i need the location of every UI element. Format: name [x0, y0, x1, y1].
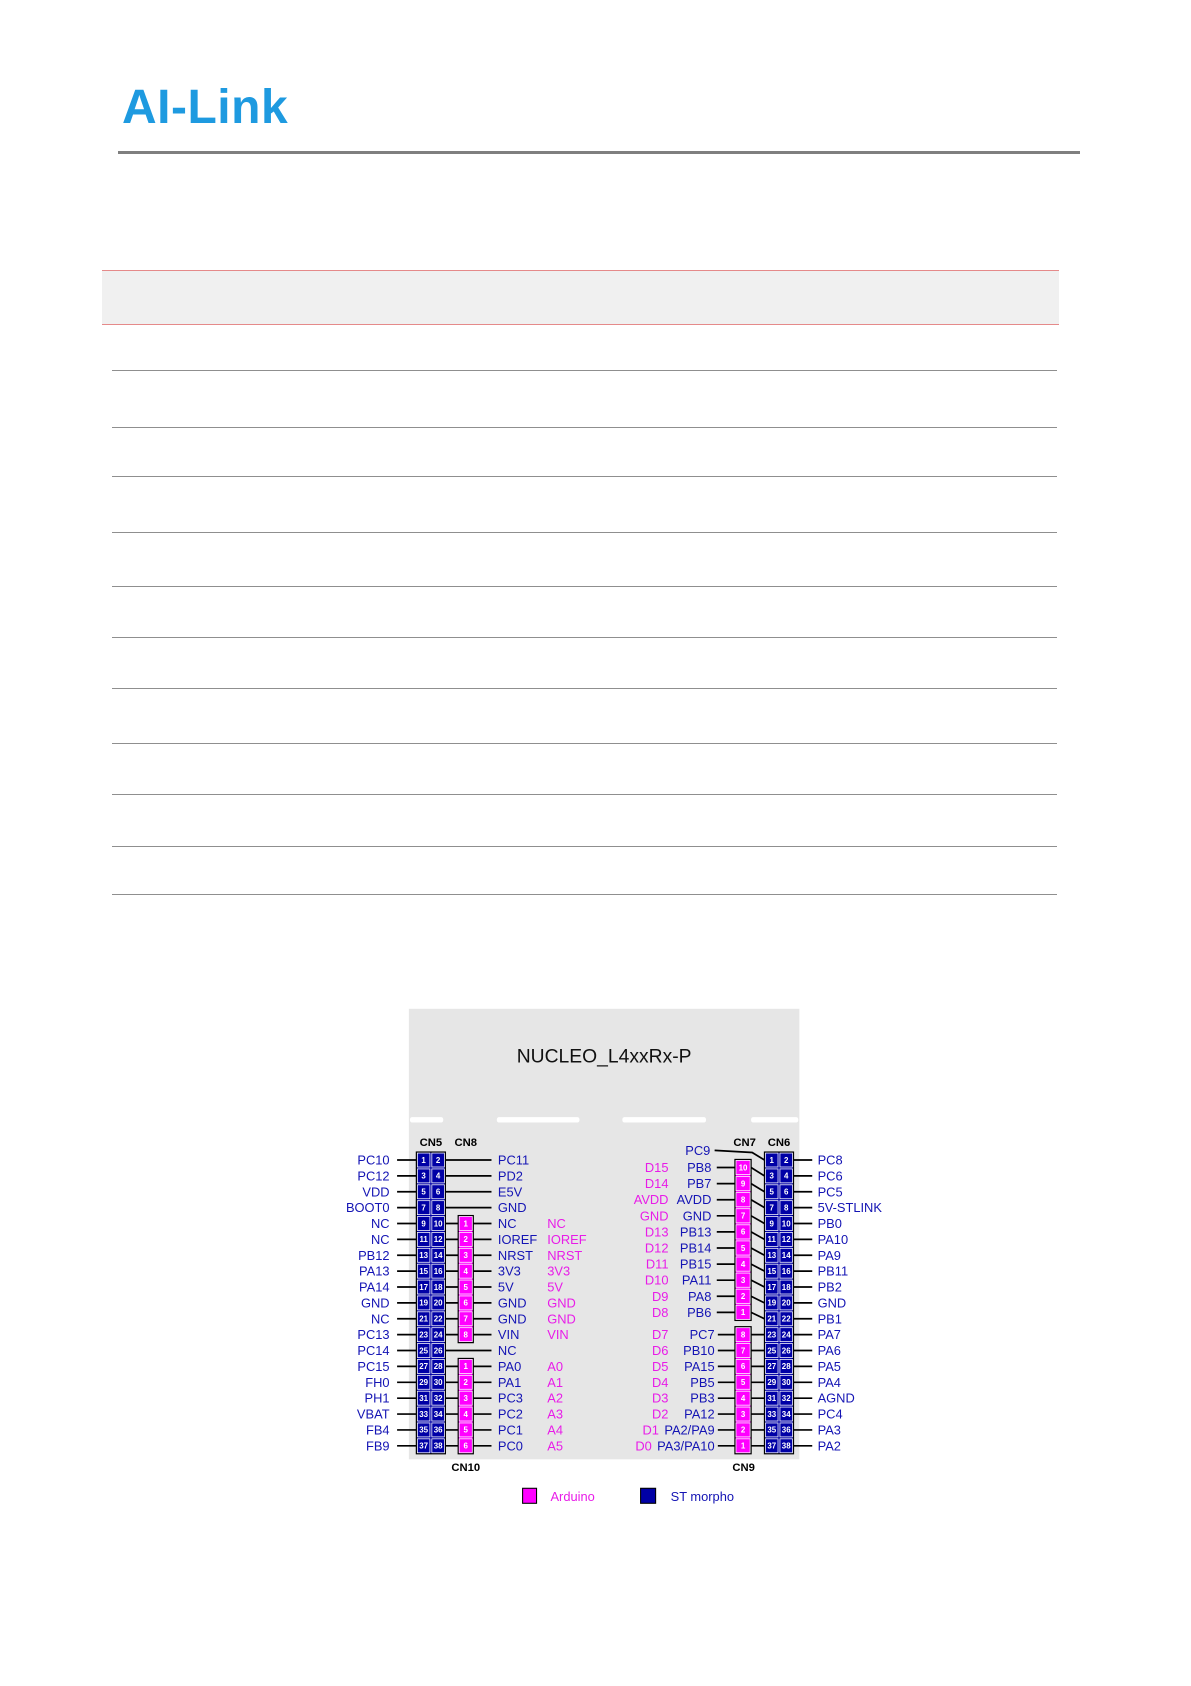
- cn5-pin-number: 11: [419, 1235, 428, 1245]
- cn5-inner-pin-label: VIN: [497, 1327, 520, 1343]
- cn6-pin-number: 15: [767, 1266, 777, 1276]
- cn6-pin-number: 31: [767, 1393, 777, 1403]
- cn6-pin-number: 10: [781, 1219, 791, 1229]
- cn10-arduino-label: A0: [547, 1358, 564, 1374]
- cn5-outer-pin-label: PC15: [357, 1358, 390, 1374]
- cn6-pin-number: 30: [781, 1378, 791, 1388]
- cn5-inner-pin-label: PA0: [497, 1358, 522, 1374]
- cn6-outer-pin-label: PA5: [817, 1358, 841, 1374]
- cn5-pin-number: 19: [419, 1298, 429, 1308]
- cn5-outer-pin-label: PC12: [357, 1168, 390, 1184]
- ai-link-logo: AI-Link: [122, 81, 289, 134]
- cn6-outer-pin-label: PB2: [817, 1279, 842, 1295]
- legend-arduino-swatch: [523, 1488, 537, 1503]
- cn6-pin-number: 22: [781, 1314, 791, 1324]
- cn5-outer-pin-label: PC13: [357, 1327, 390, 1343]
- cn10-arduino-label: A5: [547, 1438, 564, 1454]
- cn8-arduino-label: NC: [547, 1216, 566, 1232]
- cn5-outer-pin-label: FB9: [365, 1438, 390, 1454]
- cn5-inner-pin-label: PC1: [497, 1422, 523, 1438]
- cn5-pin-number: 12: [433, 1235, 443, 1245]
- cn9-pin-number: 8: [740, 1330, 746, 1340]
- cn6-pin-number: 28: [781, 1362, 791, 1372]
- cn6-pin-number: 6: [784, 1187, 789, 1197]
- cn9-pin-number: 5: [740, 1378, 746, 1388]
- cn10-pin-number: 2: [463, 1378, 468, 1388]
- cn6-inner-pin-label: AVDD: [676, 1192, 712, 1208]
- cn7-pin-number: 3: [740, 1275, 746, 1285]
- cn8-pin-number: 2: [463, 1235, 468, 1245]
- cn6-pin-number: 14: [781, 1251, 791, 1261]
- cn6-inner-pin-label: PB7: [687, 1176, 712, 1192]
- cn6-pin-number: 18: [781, 1282, 791, 1292]
- cn9-pin-number: 2: [740, 1425, 746, 1435]
- cn6-outer-pin-label: PA10: [817, 1231, 849, 1247]
- table-row-divider: [112, 794, 1057, 795]
- cn9-arduino-label: D2: [652, 1406, 669, 1422]
- cn8-pin-number: 3: [463, 1251, 468, 1261]
- table-row-divider: [112, 476, 1057, 477]
- cn7-pin-number: 4: [740, 1259, 746, 1269]
- cn5-inner-pin-label: PC3: [497, 1390, 523, 1406]
- cn6-inner-pin-label: PC7: [689, 1327, 715, 1343]
- cn10-pin-number: 1: [463, 1362, 468, 1372]
- cn6-pin-number: 17: [767, 1282, 777, 1292]
- cn6-pin-number: 27: [767, 1362, 777, 1372]
- cn6-inner-pin-label: PA12: [684, 1406, 715, 1422]
- cn6-outer-pin-label: PB11: [817, 1263, 849, 1279]
- cn5-connector-label: CN5: [419, 1137, 443, 1150]
- table-row-divider: [112, 894, 1057, 895]
- cn7-arduino-label: D15: [644, 1160, 669, 1176]
- cn5-inner-pin-label: PC2: [497, 1406, 523, 1422]
- cn5-pin-number: 26: [433, 1346, 443, 1356]
- cn5-outer-pin-label: FB4: [365, 1422, 390, 1438]
- cn5-pin-number: 10: [433, 1219, 443, 1229]
- table-row-divider: [112, 846, 1057, 847]
- nucleo-pinout-diagram: [322, 998, 912, 1513]
- cn9-arduino-label: D1: [642, 1422, 659, 1438]
- cn6-outer-pin-label: 5V-STLINK: [817, 1200, 882, 1216]
- cn5-pin-number: 35: [419, 1425, 429, 1435]
- cn7-arduino-label: D14: [644, 1176, 669, 1192]
- cn6-inner-pin-label: PB13: [679, 1224, 712, 1240]
- cn5-outer-pin-label: VBAT: [356, 1406, 390, 1422]
- cn7-arduino-label: AVDD: [633, 1192, 669, 1208]
- cn9-pin-number: 1: [740, 1441, 746, 1451]
- board-edge-stripe: [497, 1117, 580, 1122]
- cn6-outer-pin-label: PC6: [817, 1168, 843, 1184]
- cn6-inner-pin-label: PA8: [688, 1288, 712, 1304]
- cn5-pin-number: 13: [419, 1251, 429, 1261]
- cn5-outer-pin-label: PA14: [359, 1279, 390, 1295]
- cn7-pin-number: 1: [740, 1308, 746, 1318]
- cn5-inner-pin-label: NRST: [497, 1247, 533, 1263]
- cn5-outer-pin-label: PA13: [359, 1263, 390, 1279]
- cn7-connector-label: CN7: [733, 1137, 756, 1150]
- cn5-outer-pin-label: FH0: [365, 1374, 390, 1390]
- cn5-pin-number: 24: [433, 1330, 443, 1340]
- cn5-pin-number: 38: [433, 1441, 443, 1451]
- cn5-outer-pin-label: NC: [371, 1216, 390, 1232]
- cn5-pin-number: 7: [421, 1203, 426, 1213]
- cn5-pin-number: 27: [419, 1362, 429, 1372]
- cn6-inner-pin-label: PB3: [690, 1390, 715, 1406]
- cn5-pin-number: 1: [421, 1155, 426, 1165]
- cn9-arduino-label: D4: [652, 1374, 669, 1390]
- cn6-inner-pin-label: PB6: [687, 1304, 712, 1320]
- cn5-inner-pin-label: 5V: [497, 1279, 514, 1295]
- cn5-pin-number: 17: [419, 1282, 429, 1292]
- cn10-pin-number: 4: [463, 1409, 468, 1419]
- cn6-pin-number: 7: [769, 1203, 774, 1213]
- cn7-arduino-label: D11: [645, 1256, 669, 1272]
- cn10-arduino-label: A1: [547, 1374, 564, 1390]
- cn5-outer-pin-label: GND: [361, 1295, 390, 1311]
- cn8-arduino-label: GND: [547, 1311, 576, 1327]
- cn5-inner-pin-label: PC0: [497, 1438, 523, 1454]
- cn6-outer-pin-label: PA7: [817, 1327, 841, 1343]
- cn6-outer-pin-label: PB0: [817, 1216, 842, 1232]
- cn5-pin-number: 28: [433, 1362, 443, 1372]
- cn6-inner-pin-label: PA11: [681, 1272, 712, 1288]
- cn5-pin-number: 15: [419, 1266, 429, 1276]
- cn5-outer-pin-label: PB12: [358, 1247, 390, 1263]
- cn10-pin-number: 6: [463, 1441, 468, 1451]
- cn6-outer-pin-label: GND: [817, 1295, 847, 1311]
- table-row-divider: [112, 637, 1057, 638]
- cn6-pin-number: 19: [767, 1298, 777, 1308]
- cn7-arduino-label: D10: [644, 1272, 669, 1288]
- cn5-pin-number: 33: [419, 1409, 429, 1419]
- cn10-arduino-label: A2: [547, 1390, 564, 1406]
- cn5-inner-pin-label: NC: [497, 1343, 517, 1359]
- table-header: [102, 270, 1059, 325]
- cn8-connector-label: CN8: [454, 1137, 478, 1150]
- board-title: NUCLEO_L4xxRx-P: [516, 1046, 692, 1068]
- cn7-arduino-label: D9: [652, 1288, 669, 1304]
- cn6-outer-pin-label: PA9: [817, 1247, 841, 1263]
- cn7-pin-number: 5: [740, 1243, 746, 1253]
- table-row-divider: [112, 743, 1057, 744]
- cn5-pin-number: 25: [419, 1346, 429, 1356]
- cn6-pin-number: 13: [767, 1251, 777, 1261]
- cn6-outer-pin-label: PA4: [817, 1374, 841, 1390]
- cn8-pin-number: 4: [463, 1266, 468, 1276]
- cn6-pin-number: 11: [767, 1235, 776, 1245]
- cn5-pin-number: 37: [419, 1441, 429, 1451]
- cn6-pin-number: 29: [767, 1378, 777, 1388]
- cn5-outer-pin-label: PC14: [357, 1343, 390, 1359]
- cn6-pin-number: 33: [767, 1409, 777, 1419]
- cn6-pin-number: 9: [769, 1219, 774, 1229]
- cn6-pin-number: 35: [767, 1425, 777, 1435]
- cn8-pin-number: 7: [463, 1314, 468, 1324]
- cn8-arduino-label: VIN: [547, 1327, 569, 1343]
- cn8-arduino-label: 5V: [547, 1279, 564, 1295]
- cn5-pin-number: 2: [435, 1155, 441, 1165]
- cn6-pin-number: 23: [767, 1330, 777, 1340]
- table-row-divider: [112, 688, 1057, 689]
- cn5-pin-number: 20: [433, 1298, 443, 1308]
- cn6-inner-pin-label: PB8: [687, 1160, 712, 1176]
- cn6-pin-number: 21: [767, 1314, 777, 1324]
- cn5-inner-pin-label: PC11: [497, 1152, 530, 1168]
- cn5-inner-pin-label: IOREF: [497, 1231, 538, 1247]
- cn6-outer-pin-label: PA6: [817, 1343, 841, 1359]
- cn10-connector-label: CN10: [451, 1462, 481, 1475]
- cn9-pin-number: 3: [740, 1409, 746, 1419]
- cn5-pin-number: 29: [419, 1378, 429, 1388]
- cn6-outer-pin-label: PA2: [817, 1438, 841, 1454]
- legend-morpho-label: ST morpho: [670, 1489, 735, 1505]
- cn9-pin-number: 6: [740, 1362, 746, 1372]
- cn6-outer-pin-label: PC8: [817, 1152, 843, 1168]
- cn9-arduino-label: D6: [652, 1343, 669, 1359]
- cn9-arduino-label: D3: [652, 1390, 669, 1406]
- cn6-pin-number: 34: [781, 1409, 791, 1419]
- cn6-connector-label: CN6: [767, 1137, 791, 1150]
- cn7-pin-number: 2: [740, 1292, 746, 1302]
- cn5-outer-pin-label: VDD: [362, 1184, 390, 1200]
- cn5-outer-pin-label: BOOT0: [345, 1200, 390, 1216]
- cn6-pin-number: 25: [767, 1346, 777, 1356]
- cn5-pin-number: 21: [419, 1314, 429, 1324]
- cn6-outer-pin-label: PC4: [817, 1406, 843, 1422]
- cn6-pin-number: 5: [769, 1187, 774, 1197]
- cn9-connector-label: CN9: [732, 1462, 755, 1475]
- cn8-arduino-label: 3V3: [547, 1263, 571, 1279]
- cn6-pin-number: 3: [769, 1171, 774, 1181]
- cn6-inner-pin-label: PB5: [690, 1374, 715, 1390]
- cn8-arduino-label: GND: [547, 1295, 576, 1311]
- cn7-pin-number: 10: [738, 1163, 748, 1173]
- cn5-inner-pin-label: 3V3: [497, 1263, 521, 1279]
- cn10-arduino-label: A3: [547, 1406, 564, 1422]
- cn6-pin-number: 36: [781, 1425, 791, 1435]
- cn8-pin-number: 5: [463, 1282, 468, 1292]
- cn5-outer-pin-label: PC10: [357, 1152, 390, 1168]
- cn6-pin-number: 12: [781, 1235, 791, 1245]
- cn6-pin-number: 20: [781, 1298, 791, 1308]
- cn5-pin-number: 22: [433, 1314, 443, 1324]
- cn9-pin-number: 7: [740, 1346, 746, 1356]
- cn5-pin-number: 23: [419, 1330, 429, 1340]
- cn5-pin-number: 3: [421, 1171, 426, 1181]
- board-edge-stripe: [622, 1117, 706, 1122]
- cn5-inner-pin-label: GND: [497, 1311, 527, 1327]
- cn6-pin-number: 32: [781, 1393, 791, 1403]
- cn9-pin-number: 4: [740, 1393, 746, 1403]
- cn5-inner-pin-label: PD2: [497, 1168, 523, 1184]
- cn5-pin-number: 36: [433, 1425, 443, 1435]
- cn6-pin-number: 16: [781, 1266, 791, 1276]
- cn8-pin-number: 8: [463, 1330, 468, 1340]
- cn6-inner-pin-label: PA15: [684, 1358, 715, 1374]
- cn6-pin-number: 1: [769, 1155, 774, 1165]
- table-row-divider: [112, 586, 1057, 587]
- cn7-arduino-label: D8: [652, 1304, 669, 1320]
- cn6-inner-pin-label: PB10: [683, 1343, 715, 1359]
- cn5-pin-number: 6: [435, 1187, 441, 1197]
- table-row-divider: [112, 427, 1057, 428]
- cn6-pin-number: 24: [781, 1330, 791, 1340]
- cn6-inner-pin-label: PC9: [685, 1142, 711, 1158]
- cn6-inner-pin-label: PA3/PA10: [657, 1438, 715, 1454]
- cn6-outer-pin-label: PB1: [817, 1311, 842, 1327]
- cn6-inner-pin-label: GND: [682, 1208, 712, 1224]
- cn5-outer-pin-label: NC: [371, 1231, 390, 1247]
- cn7-arduino-label: D12: [644, 1240, 669, 1256]
- cn10-arduino-label: A4: [547, 1422, 564, 1438]
- legend-arduino-label: Arduino: [550, 1489, 595, 1505]
- cn5-inner-pin-label: NC: [497, 1216, 517, 1232]
- cn5-inner-pin-label: GND: [497, 1200, 527, 1216]
- cn5-pin-number: 8: [435, 1203, 441, 1213]
- cn5-pin-number: 34: [433, 1409, 443, 1419]
- cn5-pin-number: 4: [435, 1171, 441, 1181]
- cn7-pin-number: 9: [740, 1179, 746, 1189]
- cn6-pin-number: 38: [781, 1441, 791, 1451]
- cn5-pin-number: 14: [433, 1251, 443, 1261]
- cn6-outer-pin-label: AGND: [817, 1390, 855, 1406]
- table-row-divider: [112, 532, 1057, 533]
- cn5-outer-pin-label: PH1: [364, 1390, 390, 1406]
- cn5-pin-number: 30: [433, 1378, 443, 1388]
- board-edge-stripe: [410, 1117, 443, 1122]
- cn5-pin-number: 9: [421, 1219, 426, 1229]
- cn8-pin-number: 1: [463, 1219, 468, 1229]
- cn6-inner-pin-label: PA2/PA9: [664, 1422, 715, 1438]
- cn8-arduino-label: IOREF: [547, 1231, 587, 1247]
- cn8-arduino-label: NRST: [547, 1247, 583, 1263]
- cn6-pin-number: 2: [784, 1155, 789, 1165]
- cn5-outer-pin-label: NC: [371, 1311, 390, 1327]
- cn6-outer-pin-label: PC5: [817, 1184, 843, 1200]
- cn6-inner-pin-label: PB15: [679, 1256, 712, 1272]
- cn7-arduino-label: GND: [639, 1208, 669, 1224]
- cn6-pin-number: 4: [784, 1171, 789, 1181]
- cn6-pin-number: 37: [767, 1441, 777, 1451]
- cn5-pin-number: 5: [421, 1187, 426, 1197]
- cn9-arduino-label: D5: [652, 1358, 669, 1374]
- legend-morpho-swatch: [641, 1488, 656, 1503]
- cn10-pin-number: 3: [463, 1393, 468, 1403]
- cn6-pin-number: 8: [784, 1203, 789, 1213]
- cn7-pin-number: 8: [740, 1195, 746, 1205]
- cn5-pin-number: 18: [433, 1282, 443, 1292]
- cn10-pin-number: 5: [463, 1425, 468, 1435]
- cn5-inner-pin-label: GND: [497, 1295, 527, 1311]
- cn7-pin-number: 6: [740, 1227, 746, 1237]
- cn9-arduino-label: D0: [635, 1438, 652, 1454]
- cn6-outer-pin-label: PA3: [817, 1422, 841, 1438]
- cn6-pin-number: 26: [781, 1346, 791, 1356]
- cn5-pin-number: 16: [433, 1266, 443, 1276]
- cn5-inner-pin-label: E5V: [497, 1184, 523, 1200]
- table-row-divider: [112, 370, 1057, 371]
- cn7-arduino-label: D13: [644, 1224, 669, 1240]
- board-edge-stripe: [751, 1117, 798, 1122]
- cn6-inner-pin-label: PB14: [679, 1240, 712, 1256]
- cn5-pin-number: 31: [419, 1393, 429, 1403]
- header-rule: [118, 151, 1080, 154]
- cn7-pin-number: 7: [740, 1211, 746, 1221]
- cn9-arduino-label: D7: [652, 1327, 669, 1343]
- cn8-pin-number: 6: [463, 1298, 468, 1308]
- cn5-inner-pin-label: PA1: [497, 1374, 522, 1390]
- cn5-pin-number: 32: [433, 1393, 443, 1403]
